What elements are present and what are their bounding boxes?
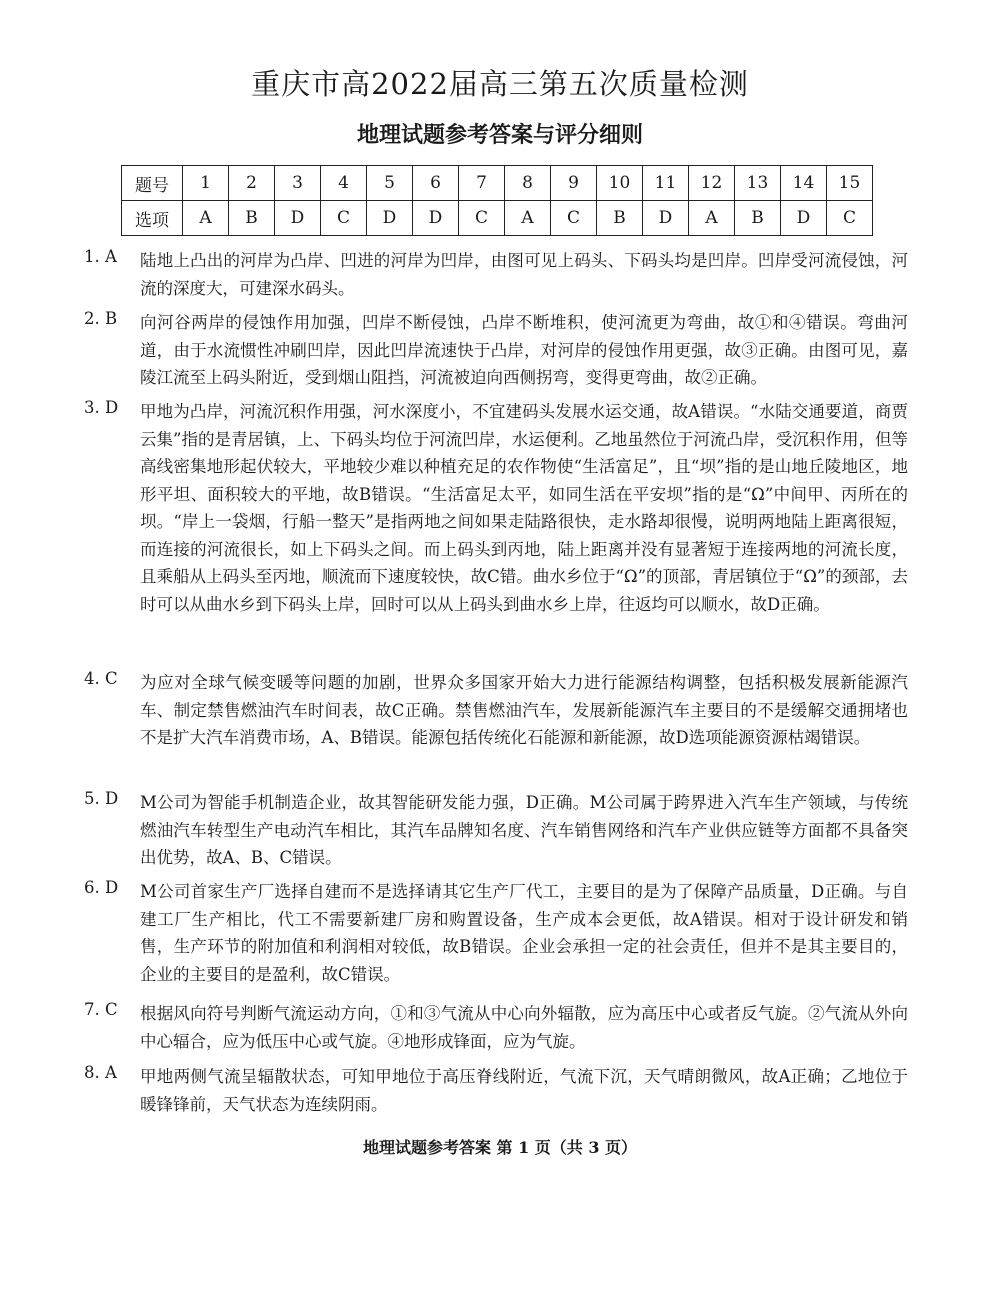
document-title: 重庆市高2022届高三第五次质量检测 [251,67,749,101]
question-explanation: 根据风向符号判断气流运动方向，①和③气流从中心向外辐散，应为高压中心或者反气旋。②气流从外向中心辐合，应为低压中心或气旋。④地形成锋面，应为气旋。 [140,1004,908,1051]
question-number-cell: 8 [505,166,551,201]
question-explanation: 甲地两侧气流呈辐散状态，可知甲地位于高压脊线附近，气流下沉，天气晴朗微风，故A正确；乙地位于暖锋锋前，天气状态为连续阴雨。 [140,1067,908,1114]
question-explanation: M公司为智能手机制造企业，故其智能研发能力强，D正确。M公司属于跨界进入汽车生产领域，与传统燃油汽车转型生产电动汽车相比，其汽车品牌知名度、汽车销售网络和汽车产业供应链等方面都不具备突出优势，故A、B、C错误。 [140,793,908,867]
answer-cell: D [413,201,459,236]
answer-cell: B [735,201,781,236]
document-subtitle: 地理试题参考答案与评分细则 [356,122,643,148]
question-explanation: 甲地为凸岸，河流沉积作用强，河水深度小，不宜建码头发展水运交通，故A错误。“水陆交通要道，商贾云集”指的是青居镇，上、下码头均位于河流凹岸，水运便利。乙地虽然位于河流凸岸，受沉积作用，但等高线密集地形起伏较大，平地较少难以种植充足的农作物使“生活富足”，且“坝”指的是山地丘陵地区，地形平坦、面积较大的平地，故B错误。“生活富足太平，如同生活在平安坝”指的是“Ω”中间甲、丙所在的坝。“岸上一袋烟，行船一整天”是指两地之间如果走陆路很快，走水路却很慢，说明两地陆上距离很短，而连接的河流很长，如上下码头之间。而上码头到丙地，陆上距离并没有显著短于连接两地的河流长度，且乘船从上码头至丙地，顺流而下速度较快，故C错。曲水乡位于“Ω”的顶部，青居镇位于“Ω”的颈部，去时可以从曲水乡到下码头上岸，回时可以从上码头到曲水乡上岸，往返均可以顺水，故D正确。 [140,402,908,614]
answer-cell: C [551,201,597,236]
question-number: 7. C [84,1000,118,1019]
answer-cell: A [689,201,735,236]
question-number-cell: 3 [275,166,321,201]
question-number-cell: 13 [735,166,781,201]
question-number-cell: 2 [229,166,275,201]
question-number-cell: 4 [321,166,367,201]
answer-cell: D [275,201,321,236]
question-number-cell: 5 [367,166,413,201]
question-number-cell: 10 [597,166,643,201]
answer-table-answer-row [122,201,873,236]
answer-table-number-row [122,166,873,201]
answer-table [121,165,873,236]
question-explanation: 陆地上凸出的河岸为凸岸、凹进的河岸为凹岸，由图可见上码头、下码头均是凹岸。凹岸受河流侵蚀，河流的深度大，可建深水码头。 [140,251,908,298]
question-number: 8. A [84,1063,117,1082]
answer-cell: A [183,201,229,236]
question-number-cell: 12 [689,166,735,201]
answer-cell: C [459,201,505,236]
answer-cell: B [597,201,643,236]
question-number-cell: 7 [459,166,505,201]
row-label-number: 题号 [122,166,183,201]
question-number-cell: 1 [183,166,229,201]
answer-cell: D [367,201,413,236]
question-number: 5. D [84,789,119,808]
answer-cell: A [505,201,551,236]
answer-cell: B [229,201,275,236]
answer-cell: C [321,201,367,236]
question-number-cell: 11 [643,166,689,201]
question-explanation: M公司首家生产厂选择自建而不是选择请其它生产厂代工，主要目的是为了保障产品质量，D正确。与自建工厂生产相比，代工不需要新建厂房和购置设备，生产成本会更低，故A错误。相对于设计研发和销售，生产环节的附加值和利润相对较低，故B错误。企业会承担一定的社会责任，但并不是其主要目的，企业的主要目的是盈利，故C错误。 [140,882,908,984]
page-footer: 地理试题参考答案 第 1 页（共 3 页） [362,1138,638,1157]
question-explanation: 为应对全球气候变暖等问题的加剧，世界众多国家开始大力进行能源结构调整，包括积极发展新能源汽车、制定禁售燃油汽车时间表，故C正确。禁售燃油汽车，发展新能源汽车主要目的不是缓解交通拥堵也不是扩大汽车消费市场，A、B错误。能源包括传统化石能源和新能源，故D选项能源资源枯竭错误。 [140,673,908,747]
question-number-cell: 6 [413,166,459,201]
question-number: 4. C [84,669,118,688]
question-number: 3. D [84,398,119,417]
question-number: 1. A [84,247,117,266]
question-number-cell: 14 [781,166,827,201]
row-label-answer: 选项 [122,201,183,236]
question-number-cell: 15 [827,166,873,201]
question-number: 2. B [84,309,118,328]
question-number: 6. D [84,878,119,897]
answer-cell: C [827,201,873,236]
answer-cell: D [781,201,827,236]
answer-cell: D [643,201,689,236]
question-explanation: 向河谷两岸的侵蚀作用加强，凹岸不断侵蚀，凸岸不断堆积，使河流更为弯曲，故①和④错误。弯曲河道，由于水流惯性冲刷凹岸，因此凹岸流速快于凸岸，对河岸的侵蚀作用更强，故③正确。由图可见，嘉陵江流至上码头附近，受到烟山阻挡，河流被迫向西侧拐弯，变得更弯曲，故②正确。 [140,313,908,387]
question-number-cell: 9 [551,166,597,201]
